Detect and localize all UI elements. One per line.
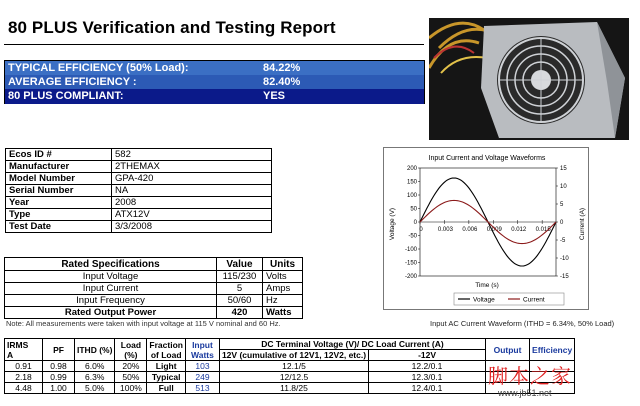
ithd-header: ITHD (%) [75,339,115,361]
spec-units: Hz [263,295,303,307]
chart-title: Input Current and Voltage Waveforms [428,155,546,162]
ithd-cell: 6.0% [75,361,115,372]
fraction-header: Fraction of Load [147,339,186,361]
table-row [5,271,303,283]
info-value: ATX12V [112,209,272,221]
vm12-cell: 12.2/0.1 [369,361,486,372]
y-tick-label: 200 [406,166,417,172]
pf-cell: 0.98 [43,361,75,372]
input-watts-header: Input Watts [185,339,219,361]
spec-value: 50/60 [217,295,263,307]
spec-units: Amps [263,283,303,295]
irms-cell: 2.18 [5,372,43,383]
efficiency-header: Efficiency [530,339,575,361]
ithd-cell: 5.0% [75,383,115,394]
info-key: Manufacturer [6,161,112,173]
typical-efficiency-value: 84.22% [263,62,301,74]
load-header: Load (%) [115,339,147,361]
column-header: Rated Specifications [5,258,217,271]
compliant-label: 80 PLUS COMPLIANT: [8,90,124,102]
column-header: Value [217,258,263,271]
compliant-row [5,89,424,104]
table-header-row [5,339,575,350]
y-tick-label: -50 [408,233,417,240]
table-row [6,149,272,161]
table-row [6,197,272,209]
table-row [6,209,272,221]
y2-tick-label: -10 [560,256,569,262]
irms-header-unit: A [7,349,14,360]
info-key: Test Date [6,221,112,233]
waveform-chart [383,147,589,310]
info-value: 3/3/2008 [112,221,272,233]
y2-axis-label: Current (A) [579,207,586,241]
y2-tick-label: -15 [560,274,569,280]
spec-units: Volts [263,271,303,283]
chart-legend [454,293,564,305]
x-tick-label: 0.015 [535,227,551,233]
table-row [5,307,303,319]
pf-cell: 0.99 [43,372,75,383]
spec-value: 115/230 [217,271,263,283]
product-info-table [5,148,272,233]
y2-tick-label: -5 [560,238,566,244]
info-key: Type [6,209,112,221]
irms-header [5,339,43,361]
average-efficiency-value: 82.40% [263,76,301,88]
fraction-cell: Light [147,361,186,372]
waveform-chart-svg [384,148,590,311]
v12-cell: 11.8/25 [219,383,368,394]
x-tick-label: 0.009 [486,227,502,233]
y-tick-label: -150 [404,260,417,267]
info-value: NA [112,185,272,197]
pf-header: PF [43,339,75,361]
y2-tick-label: 15 [560,166,567,172]
spec-name: Input Frequency [5,295,217,307]
irms-cell: 4.48 [5,383,43,394]
efficiency-summary [4,60,425,104]
y-tick-label: 50 [410,206,417,213]
watts-cell: 249 [185,372,219,383]
y2-tick-label: 0 [560,220,564,226]
compliant-value: YES [263,90,286,102]
dc-terminal-header: DC Terminal Voltage (V)/ DC Load Current (A) [219,339,485,350]
watermark-logo: 脚本之家 [488,364,572,388]
info-key: Serial Number [6,185,112,197]
typical-efficiency-row [5,61,424,75]
watermark-url: www.jb51.net [498,388,552,398]
load-cell: 50% [115,372,147,383]
y-tick-label: 100 [406,193,417,199]
average-efficiency-row [5,75,424,89]
info-key: Model Number [6,173,112,185]
table-row [6,221,272,233]
legend-current-label: Current [523,296,545,304]
spec-name: Rated Output Power [5,307,217,319]
v12-header: 12V (cumulative of 12V1, 12V2, etc.) [219,350,368,361]
table-row [6,173,272,185]
table-row [6,185,272,197]
info-value: 2008 [112,197,272,209]
chart-caption: Input AC Current Waveform (ITHD = 6.34%, 50% Load) [430,319,615,328]
watts-cell: 103 [185,361,219,372]
vm12-cell: 12.3/0.1 [369,372,486,383]
info-value: GPA-420 [112,173,272,185]
x-tick-label: 0.012 [511,227,527,233]
rated-specifications-table [4,257,303,319]
table-row [5,295,303,307]
info-key: Ecos ID # [6,149,112,161]
spec-units: Watts [263,307,303,319]
irms-header-label: IRMS [7,339,29,350]
output-header: Output [486,339,530,361]
watts-cell: 513 [185,383,219,394]
typical-efficiency-label: TYPICAL EFFICIENCY (50% Load): [8,62,189,74]
table-row [5,283,303,295]
load-cell: 20% [115,361,147,372]
spec-value: 420 [217,307,263,319]
info-value: 582 [112,149,272,161]
info-key: Year [6,197,112,209]
irms-cell: 0.91 [5,361,43,372]
v12-cell: 12/12.5 [219,372,368,383]
v12-cell: 12.1/5 [219,361,368,372]
x-tick-label: 0 [419,227,423,233]
vm12-header: -12V [369,350,486,361]
legend-voltage-label: Voltage [473,296,495,304]
info-value: 2THEMAX [112,161,272,173]
y-axis-label: Voltage (V) [389,207,396,241]
spec-name: Input Voltage [5,271,217,283]
spec-value: 5 [217,283,263,295]
average-efficiency-label: AVERAGE EFFICIENCY : [8,76,137,88]
report-title: 80 PLUS Verification and Testing Report [8,18,336,37]
column-header: Units [263,258,303,271]
table-row [6,161,272,173]
x-tick-label: 0.003 [437,227,453,233]
measurement-note: Note: All measurements were taken with input voltage at 115 V nominal and 60 Hz. [6,319,281,328]
load-cell: 100% [115,383,147,394]
y-tick-label: 0 [413,220,417,226]
power-supply-photo [429,18,629,140]
table-header-row [5,258,303,271]
vm12-cell: 12.4/0.1 [369,383,486,394]
fraction-cell: Typical [147,372,186,383]
y2-tick-label: 10 [560,184,567,190]
title-divider [4,44,424,45]
pf-cell: 1.00 [43,383,75,394]
x-axis-label: Time (s) [475,282,499,289]
ithd-cell: 6.3% [75,372,115,383]
x-tick-label: 0.006 [462,227,478,233]
y2-tick-label: 5 [560,202,564,208]
y-tick-label: 150 [406,179,417,186]
fraction-cell: Full [147,383,186,394]
y-tick-label: -200 [404,274,417,280]
spec-name: Input Current [5,283,217,295]
y-tick-label: -100 [404,247,417,253]
